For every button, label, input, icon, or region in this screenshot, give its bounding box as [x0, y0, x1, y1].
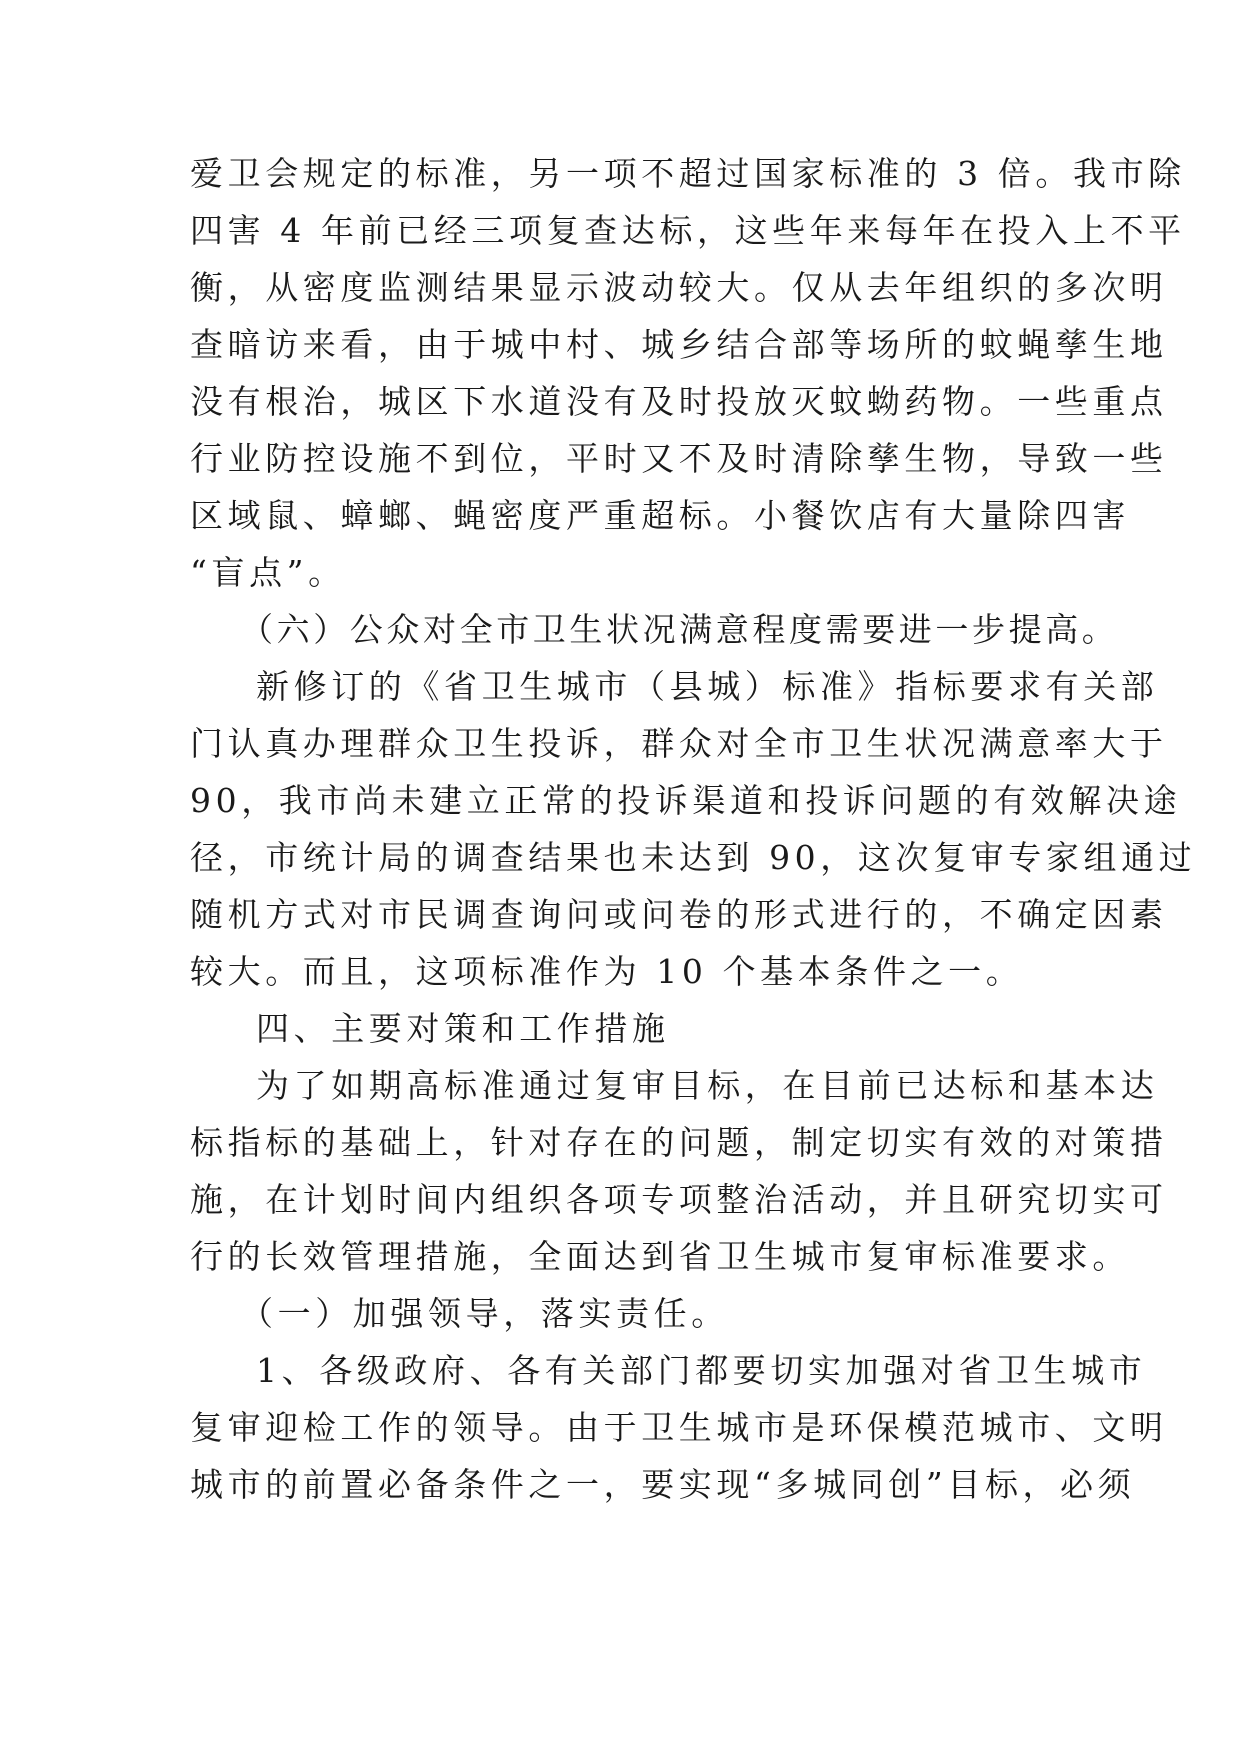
text-line: 没有根治，城区下水道没有及时投放灭蚊蚴药物。一些重点 — [190, 382, 1168, 421]
text-line: 1、各级政府、各有关部门都要切实加强对省卫生城市 — [256, 1351, 1147, 1390]
text-line: 复审迎检工作的领导。由于卫生城市是环保模范城市、文明 — [190, 1408, 1168, 1447]
text-line: 行业防控设施不到位，平时又不及时清除孳生物，导致一些 — [190, 439, 1168, 478]
text-line: 四害 4 年前已经三项复查达标，这些年来每年在投入上不平 — [190, 211, 1186, 250]
text-line: 行的长效管理措施，全面达到省卫生城市复审标准要求。 — [190, 1237, 1130, 1276]
text-line: 为了如期高标准通过复审目标，在目前已达标和基本达 — [256, 1066, 1159, 1105]
section-heading: 四、主要对策和工作措施 — [256, 1009, 670, 1048]
text-line: 较大。而且，这项标准作为 10 个基本条件之一。 — [190, 952, 1024, 991]
text-line: 区域鼠、蟑螂、蝇密度严重超标。小餐饮店有大量除四害 — [190, 496, 1130, 535]
section-heading: （一）加强领导，落实责任。 — [240, 1294, 729, 1333]
text-line: 标指标的基础上，针对存在的问题，制定切实有效的对策措 — [190, 1123, 1168, 1162]
section-heading: （六）公众对全市卫生状况满意程度需要进一步提高。 — [240, 610, 1119, 649]
text-line: 衡，从密度监测结果显示波动较大。仅从去年组织的多次明 — [190, 268, 1168, 307]
text-line: “盲点”。 — [190, 553, 346, 592]
text-line: 90，我市尚未建立正常的投诉渠道和投诉问题的有效解决途 — [190, 781, 1182, 820]
text-line: 城市的前置必备条件之一，要实现“多城同创”目标，必须 — [190, 1465, 1136, 1504]
text-line: 新修订的《省卫生城市（县城）标准》指标要求有关部 — [256, 667, 1159, 706]
text-line: 施，在计划时间内组织各项专项整治活动，并且研究切实可 — [190, 1180, 1168, 1219]
text-line: 径，市统计局的调查结果也未达到 90，这次复审专家组通过 — [190, 838, 1197, 877]
text-line: 爱卫会规定的标准，另一项不超过国家标准的 3 倍。我市除 — [190, 154, 1186, 193]
text-line: 查暗访来看，由于城中村、城乡结合部等场所的蚊蝇孳生地 — [190, 325, 1168, 364]
text-line: 随机方式对市民调查询问或问卷的形式进行的，不确定因素 — [190, 895, 1168, 934]
text-line: 门认真办理群众卫生投诉，群众对全市卫生状况满意率大于 — [190, 724, 1168, 763]
